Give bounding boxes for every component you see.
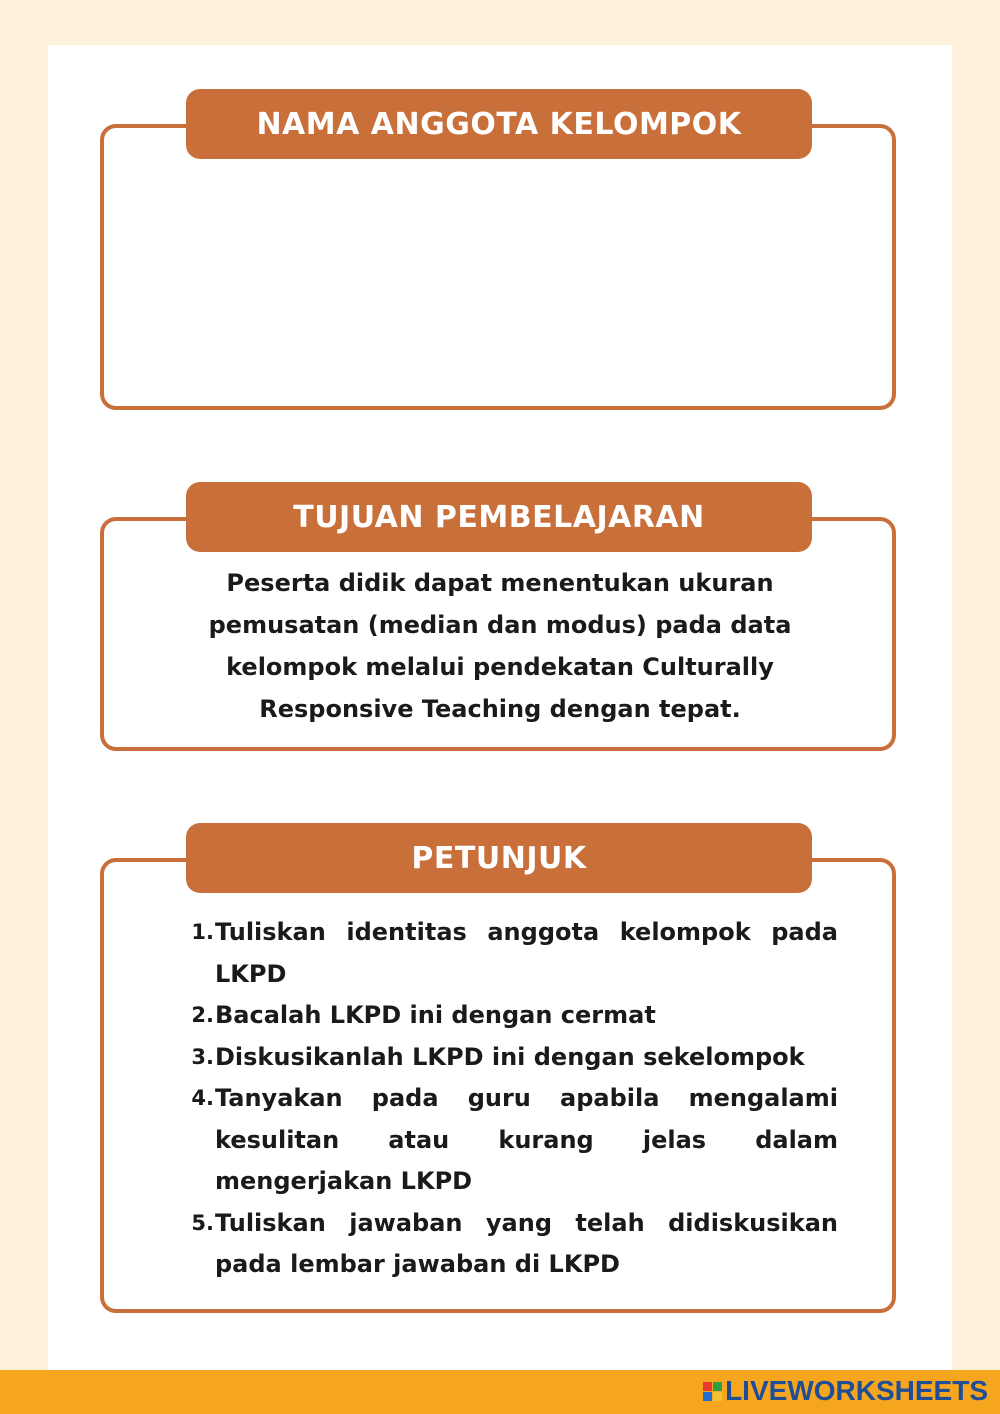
step-number: 1. bbox=[191, 920, 214, 944]
members-box bbox=[100, 124, 896, 410]
step-text: Diskusikanlah LKPD ini dengan sekelompok bbox=[215, 1042, 805, 1071]
instructions-list bbox=[186, 912, 838, 1286]
list-item bbox=[186, 1078, 838, 1203]
step-text: Tuliskan identitas anggota kelompok pada LKPD bbox=[215, 918, 838, 988]
list-item bbox=[186, 995, 838, 1037]
members-title: NAMA ANGGOTA KELOMPOK bbox=[186, 89, 812, 159]
list-item bbox=[186, 1203, 838, 1286]
brand-name: LIVEWORKSHEETS bbox=[725, 1375, 988, 1406]
list-item bbox=[186, 1037, 838, 1079]
liveworksheets-logo-icon bbox=[703, 1382, 722, 1401]
step-text: Tuliskan jawaban yang telah didiskusikan pada lembar jawaban di LKPD bbox=[215, 1208, 838, 1278]
step-text: Bacalah LKPD ini dengan cermat bbox=[215, 1001, 656, 1029]
step-number: 3. bbox=[191, 1044, 214, 1069]
step-number: 4. bbox=[191, 1086, 214, 1110]
step-number: 5. bbox=[191, 1210, 214, 1235]
goal-title: TUJUAN PEMBELAJARAN bbox=[186, 482, 812, 552]
step-text: Tanyakan pada guru apabila mengalami kesulitan atau kurang jelas dalam mengerjakan LKPD bbox=[215, 1084, 838, 1195]
step-number: 2. bbox=[191, 1003, 214, 1027]
instructions-title: PETUNJUK bbox=[186, 823, 812, 893]
goal-text: Peserta didik dapat menentukan ukuran pemusatan (median dan modus) pada data kelompok melalui pendekatan Culturally Responsive Teaching dengan tepat. bbox=[208, 569, 792, 723]
list-item bbox=[186, 912, 838, 995]
brand-link[interactable] bbox=[703, 1373, 988, 1409]
